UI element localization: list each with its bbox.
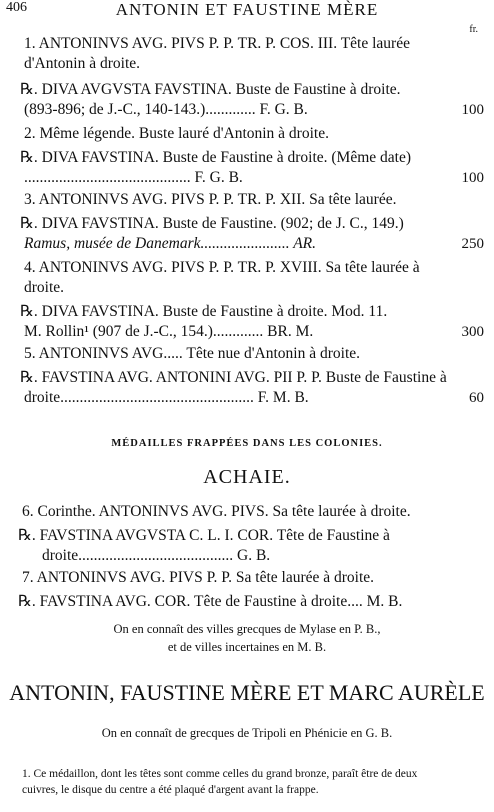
entry-3-line-1: 3. ANTONINVS AVG. PIVS P. P. TR. P. XII. Sa tête laurée. <box>24 191 397 208</box>
note-mylase-line-2: et de villes incertaines en M. B. <box>167 640 327 654</box>
reverse-4-line-2: M. Rollin¹ (907 de J.-C., 154.)............. BR. M. <box>24 323 314 340</box>
price-4: 300 <box>461 324 484 340</box>
entry-5-line-1: 5. ANTONINVS AVG..... Tête nue d'Antonin à droite. <box>24 345 361 362</box>
page-number: 406 <box>6 0 27 15</box>
reverse-4-line-1: ℞. DIVA FAVSTINA. Buste de Faustine à droite. Mod. 11. <box>20 303 388 320</box>
reverse-6-line-1: ℞. FAVSTINA AVGVSTA C. L. I. COR. Tête de Faustine à <box>18 527 390 544</box>
price-5: 60 <box>469 390 484 406</box>
margin-tag: fr. <box>469 24 478 35</box>
reverse-3-line-1: ℞. DIVA FAVSTINA. Buste de Faustine. (902; de J. C., 149.) <box>20 215 404 232</box>
entry-4-line-1: 4. ANTONINVS AVG. PIVS P. P. TR. P. XVIII. Sa tête laurée à <box>24 259 420 276</box>
note-mylase-line-1: On en connaît des villes grecques de Mylase en P. B., <box>113 622 381 636</box>
price-3: 250 <box>461 236 484 252</box>
price-2: 100 <box>461 170 484 186</box>
running-head: ANTONIN ET FAUSTINE MÈRE <box>115 0 379 19</box>
section-title: ANTONIN, FAUSTINE MÈRE ET MARC AURÈLE <box>9 680 485 705</box>
footnote-line-1: 1. Ce médaillon, dont les têtes sont comme celles du grand bronze, paraît être de deux <box>22 768 418 780</box>
achaie-heading: ACHAIE. <box>203 466 291 488</box>
reverse-1-line-1: ℞. DIVA AVGVSTA FAVSTINA. Buste de Faustine à droite. <box>20 81 401 98</box>
entry-6-line-1: 6. Corinthe. ANTONINVS AVG. PIVS. Sa tête laurée à droite. <box>22 503 411 520</box>
entry-1-line-1: 1. ANTONINVS AVG. PIVS P. P. TR. P. COS. III. Tête laurée <box>24 35 410 52</box>
reverse-6-line-2: droite........................................ G. B. <box>42 547 271 564</box>
entry-4-line-2: droite. <box>24 279 65 296</box>
entry-1-line-2: d'Antonin à droite. <box>24 55 141 72</box>
footnote-line-2: cuivres, le disque du centre a été plaqué d'argent avant la frappe. <box>22 784 319 796</box>
reverse-3-line-2: Ramus, musée de Danemark....................... AR. <box>24 235 317 252</box>
reverse-2-line-2: ........................................... F. G. B. <box>24 169 243 186</box>
reverse-1-line-2: (893-896; de J.-C., 140-143.)............. F. G. B. <box>24 101 308 118</box>
price-1: 100 <box>461 102 484 118</box>
reverse-5-line-1: ℞. FAVSTINA AVG. ANTONINI AVG. PII P. P. Buste de Faustine à <box>20 369 447 386</box>
colonies-heading: MÉDAILLES FRAPPÉES DANS LES COLONIES. <box>111 438 383 449</box>
reverse-7-line-1: ℞. FAVSTINA AVG. COR. Tête de Faustine à droite.... M. B. <box>18 593 403 610</box>
reverse-5-line-2: droite.................................................. F. M. B. <box>24 389 309 406</box>
entry-7-line-1: 7. ANTONINVS AVG. PIVS P. P. Sa tête laurée à droite. <box>22 569 375 586</box>
note-tripoli: On en connaît de grecques de Tripoli en Phénicie en G. B. <box>101 726 393 740</box>
reverse-2-line-1: ℞. DIVA FAVSTINA. Buste de Faustine à droite. (Même date) <box>20 149 412 166</box>
entry-2-line-1: 2. Même légende. Buste lauré d'Antonin à droite. <box>24 125 329 142</box>
